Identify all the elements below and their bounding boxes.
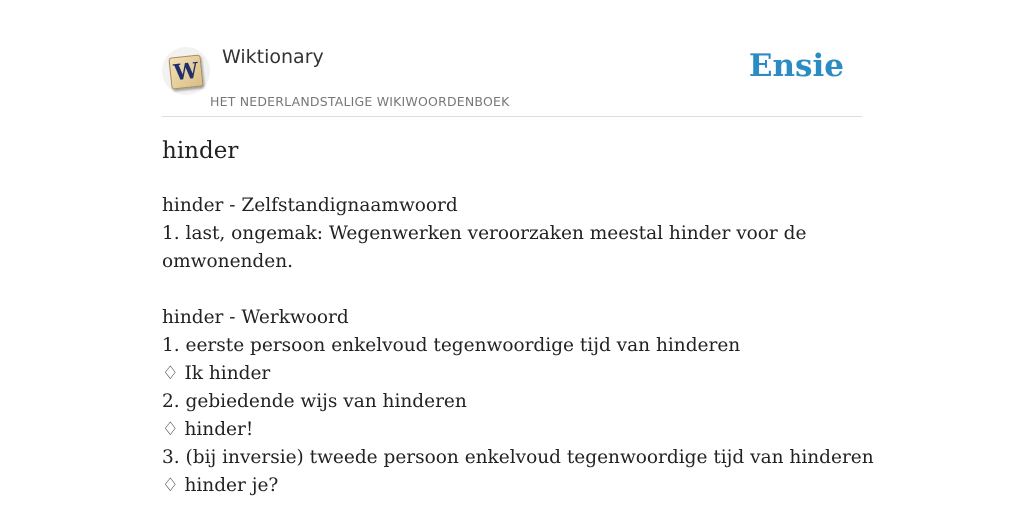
ensie-brand-logo[interactable]: Ensie bbox=[748, 48, 844, 84]
page-title: hinder bbox=[162, 138, 239, 164]
wiktionary-logo[interactable] bbox=[162, 47, 210, 95]
site-title[interactable]: Wiktionary bbox=[222, 46, 324, 68]
logo-letter: W bbox=[172, 57, 200, 87]
entry-heading-noun: hinder - Zelfstandignaamwoord bbox=[162, 195, 458, 216]
entry-heading-verb: hinder - Werkwoord bbox=[162, 307, 349, 328]
definition-line: 1. last, ongemak: Wegenwerken veroorzaken meestal hinder voor de omwonenden. bbox=[162, 223, 807, 272]
logo-tile-icon bbox=[168, 54, 203, 89]
example-line: ♢ Ik hinder bbox=[162, 363, 271, 384]
entry-spacer bbox=[162, 276, 862, 304]
definition-line: 1. eerste persoon enkelvoud tegenwoordige tijd van hinderen bbox=[162, 335, 741, 356]
example-line: ♢ hinder je? bbox=[162, 475, 279, 496]
definition-line: 3. (bij inversie) tweede persoon enkelvoud tegenwoordige tijd van hinderen bbox=[162, 447, 874, 468]
site-subtitle: HET NEDERLANDSTALIGE WIKIWOORDENBOEK bbox=[210, 94, 510, 109]
site-header bbox=[162, 40, 862, 117]
definition-line: 2. gebiedende wijs van hinderen bbox=[162, 391, 467, 412]
example-line: ♢ hinder! bbox=[162, 419, 254, 440]
definition-content bbox=[162, 192, 874, 500]
